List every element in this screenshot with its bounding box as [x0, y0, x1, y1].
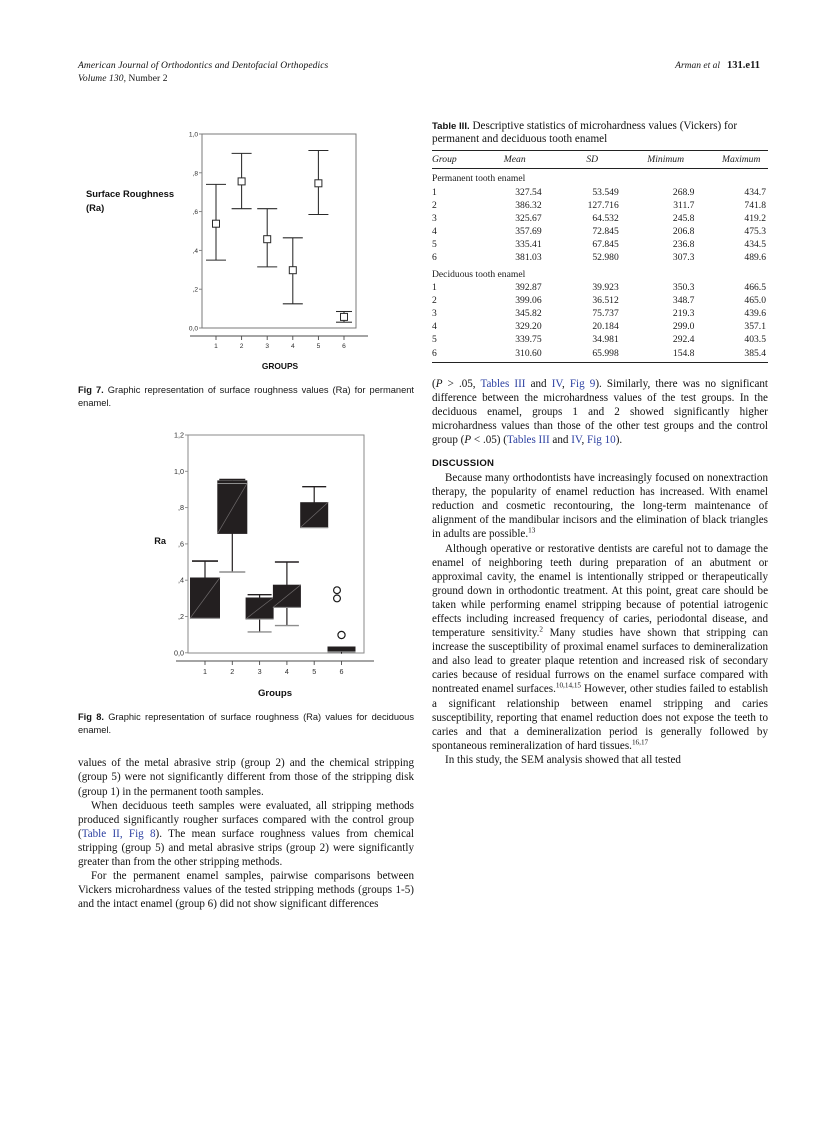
rp1-p-italic-2: P — [464, 433, 472, 446]
rp1-f: < .05) ( — [471, 433, 507, 446]
fig7-ytick-0-8: ,8 — [192, 170, 198, 178]
left-paragraph-3: For the permanent enamel samples, pairwise comparisons between Vickers microhardness values of the tested stripping methods (groups 1-5) and the intact enamel (group 6) did not show significant differences — [78, 870, 414, 911]
cell-max: 434.5 — [744, 239, 766, 251]
journal-number: Number 2 — [126, 73, 168, 84]
cell-min: 206.8 — [672, 226, 695, 238]
figure-7-caption — [78, 384, 414, 409]
cell-mean: 335.41 — [515, 239, 542, 251]
left-paragraph-1: values of the metal abrasive strip (group 2) and the chemical stripping (group 5) were not significantly different from those of the stripping disk (group 1) in the permanent tooth samples. — [78, 757, 414, 798]
rp3-a: Although operative or restorative dentists are careful not to damage the enamel of neighboring teeth during preparation of an abutment or approximal cavity, the enamel is intentionally stripped or therapeutically ground down in orthodontic treatment. At this point, great care should be taken while performing enamel stripping because of potential iatrogenic effects including increased frequency of caries, periodontal disease, and temperature sensitivity. — [432, 542, 768, 640]
cell-max: 434.7 — [744, 186, 766, 198]
cell-min: 307.3 — [672, 252, 695, 264]
fig8-xlabel: Groups — [257, 688, 293, 700]
cell-min: 219.3 — [672, 308, 695, 319]
fig7-ylabel-line2: (Ra) — [86, 202, 105, 213]
fig10-link[interactable]: Fig 10 — [587, 433, 616, 446]
fig8-ytick-0-2: ,2 — [178, 612, 184, 622]
ref-2[interactable]: 2 — [539, 625, 543, 634]
cell-sd: 75.737 — [592, 308, 619, 319]
fig7-xtick-1: 1 — [214, 343, 218, 350]
table2-fig8-link[interactable]: Table II, Fig 8 — [81, 827, 156, 840]
ref-10-14-15[interactable]: 10,14,15 — [555, 681, 582, 690]
cell-max: 357.1 — [744, 321, 766, 333]
cell-mean: 381.03 — [515, 252, 542, 264]
cell-group: 6 — [432, 252, 437, 264]
cell-min: 350.3 — [672, 281, 695, 293]
left-paragraph-2 — [78, 799, 414, 869]
cell-max: 465.0 — [744, 294, 766, 306]
figure-8-caption — [78, 711, 414, 736]
discussion-heading: DISCUSSION — [432, 458, 495, 470]
table-3-col-max: Maximum — [716, 151, 768, 169]
fig7-series-mean-ci — [206, 151, 352, 323]
cell-mean: 325.67 — [515, 212, 542, 224]
table-3-col-mean: Mean — [488, 151, 566, 169]
fig7-errorbar-chart — [78, 120, 414, 378]
right-paragraph-1 — [432, 377, 768, 447]
left-p2-a: When deciduous teeth samples were evaluated, all stripping methods produced significantly rougher surfaces compared with the control group ( — [78, 799, 414, 840]
table-row — [432, 212, 768, 225]
figure-7-label: Fig 7. — [78, 385, 104, 395]
table-3-header-row — [432, 151, 768, 169]
left-p2-b: ). The mean surface roughness values from chemical stripping (group 5) and metal abrasive strips (group 2) were significantly greater than from the other stripping methods. — [78, 827, 415, 869]
journal-volume: Volume 130, — [78, 73, 127, 84]
table-3-bottom-rule — [432, 362, 768, 363]
fig8-xtick-4: 4 — [284, 667, 289, 677]
rp1-g: and — [549, 433, 572, 446]
fig8-ylabel: Ra — [154, 536, 166, 547]
fig7-ytick-0-2: ,2 — [192, 286, 198, 294]
cell-max: 741.8 — [744, 199, 766, 211]
tables3-link[interactable]: Tables III — [480, 377, 526, 390]
journal-volume-line — [78, 73, 760, 86]
rp1-p-italic: P — [435, 377, 443, 390]
cell-sd: 67.845 — [592, 239, 619, 251]
rp1-h: , — [581, 433, 588, 446]
table-row — [432, 320, 768, 333]
table-3-col-sd: SD — [566, 151, 637, 169]
figure-7-caption-text: Graphic representation of surface roughness values (Ra) for permanent enamel. — [78, 385, 415, 408]
table-3-col-min: Minimum — [637, 151, 717, 169]
cell-max: 489.6 — [744, 252, 766, 264]
cell-min: 292.4 — [672, 334, 695, 346]
ref-13[interactable]: 13 — [528, 526, 536, 535]
fig7-ylabel-line1: Surface Roughness — [86, 188, 175, 199]
fig7-xtick-5: 5 — [316, 343, 321, 350]
table-row — [432, 281, 768, 294]
right-paragraph-4: In this study, the SEM analysis showed that all tested — [445, 753, 681, 766]
fig8-box-5 — [300, 487, 340, 602]
rp1-c: and — [525, 377, 552, 390]
cell-sd: 53.549 — [592, 186, 619, 198]
table4-link-2[interactable]: IV — [571, 433, 582, 446]
rp1-e: ). Similarly, there was no significant difference between the microhardness values of the test groups. In the deciduous enamel, groups 1 and 2 showed significantly higher microhardness values than those of the other test groups and the control group ( — [432, 377, 768, 446]
fig7-ytick-0-6: ,6 — [192, 209, 198, 217]
right-paragraph-3 — [432, 542, 768, 753]
page-number: 131.e11 — [727, 60, 760, 71]
left-column — [78, 120, 414, 911]
fig8-box-1 — [190, 561, 220, 618]
rp1-d: , — [562, 377, 570, 390]
fig8-box-2 — [217, 480, 247, 573]
table-row — [432, 307, 768, 320]
cell-mean: 329.20 — [515, 321, 542, 333]
section-heading-permanent: Permanent tooth enamel — [432, 173, 526, 185]
fig8-boxplot-chart — [78, 425, 414, 705]
rp3-c: However, other studies failed to establish a significant relationship between enamel stripping and caries susceptibility, reporting that enamel reduction does not expose the teeth to caries and that a demineralization period is generally followed by spontaneous remineralization of hard tissues. — [432, 683, 768, 752]
cell-sd: 127.716 — [587, 199, 619, 211]
cell-max: 466.5 — [744, 281, 766, 293]
cell-min: 348.7 — [672, 294, 695, 306]
ref-16-17[interactable]: 16,17 — [631, 738, 649, 747]
table-3-title-text: Descriptive statistics of microhardness values (Vickers) for permanent and deciduous tooth enamel — [432, 120, 738, 146]
fig7-ytick-0-0: 0,0 — [188, 325, 198, 333]
table-row-section-deciduous — [432, 265, 768, 281]
cell-sd: 65.998 — [592, 347, 619, 359]
right-column — [432, 120, 768, 767]
cell-group: 4 — [432, 321, 437, 333]
fig7-xtick-6: 6 — [342, 343, 346, 350]
fig8-ytick-0-8: ,8 — [178, 503, 184, 513]
tables3-link-2[interactable]: Tables III — [506, 433, 550, 446]
section-heading-deciduous: Deciduous tooth enamel — [432, 268, 526, 280]
cell-mean: 392.87 — [515, 281, 542, 293]
journal-name-line1: American Journal of Orthodontics and Dentofacial Orthopedics — [78, 61, 329, 71]
fig8-box-4 — [273, 562, 301, 626]
table-3-label: Table III. — [432, 121, 470, 132]
cell-min: 299.0 — [672, 321, 695, 333]
cell-sd: 64.532 — [592, 212, 619, 224]
table-3 — [432, 120, 768, 363]
cell-group: 3 — [432, 212, 437, 224]
cell-group: 6 — [432, 347, 437, 359]
table4-link[interactable]: IV — [551, 377, 562, 390]
fig7-xtick-4: 4 — [290, 343, 295, 350]
cell-group: 3 — [432, 308, 437, 319]
cell-mean: 310.60 — [515, 347, 542, 359]
table-row — [432, 333, 768, 346]
fig7-xlabel: GROUPS — [261, 361, 299, 371]
fig8-xtick-5: 5 — [312, 667, 317, 677]
table-row — [432, 199, 768, 212]
cell-min: 268.9 — [672, 186, 695, 198]
fig8-ytick-0-6: ,6 — [178, 539, 184, 549]
rp1-i: ). — [615, 433, 623, 446]
fig8-xtick-3: 3 — [257, 667, 262, 677]
rp2-a: Because many orthodontists have increasingly focused on nonextraction therapy, the popularity of enamel reduction has increased. With enamel reduction and cosmetic recontouring, the long-term maintenance of alignment of the mandibular incisors and the elimination of black triangles in adults are possible. — [432, 472, 768, 541]
cell-mean: 399.06 — [515, 294, 542, 306]
fig8-ytick-1-0: 1,0 — [174, 466, 184, 476]
cell-max: 403.5 — [744, 334, 766, 346]
fig7-mean-markers — [213, 178, 348, 321]
fig8-ytick-0-4: ,4 — [178, 575, 184, 585]
cell-sd: 20.184 — [592, 321, 619, 333]
table-row — [432, 238, 768, 251]
cell-max: 419.2 — [744, 212, 766, 224]
fig9-link[interactable]: Fig 9 — [569, 377, 596, 390]
fig8-ytick-0-0: 0,0 — [174, 648, 184, 658]
cell-min: 154.8 — [672, 347, 695, 359]
fig7-xtick-3: 3 — [265, 343, 270, 350]
figure-8 — [78, 425, 414, 736]
rp1-b: > .05, — [442, 377, 481, 390]
cell-mean: 345.82 — [515, 308, 542, 319]
cell-mean: 327.54 — [515, 186, 542, 198]
fig8-box-6 — [328, 632, 356, 654]
table-row — [432, 346, 768, 361]
cell-group: 1 — [432, 186, 437, 198]
table-3-grid — [432, 150, 768, 361]
cell-sd: 39.923 — [592, 281, 619, 293]
fig8-ytick-1-2: 1,2 — [174, 430, 184, 440]
fig8-xtick-6: 6 — [339, 667, 344, 677]
cell-min: 311.7 — [673, 199, 695, 211]
cell-max: 475.3 — [744, 226, 766, 238]
cell-group: 4 — [432, 226, 437, 238]
cell-group: 2 — [432, 294, 437, 306]
fig7-xtick-2: 2 — [239, 343, 244, 350]
table-3-col-group: Group — [432, 151, 488, 169]
cell-group: 2 — [432, 199, 437, 211]
cell-sd: 52.980 — [592, 252, 619, 264]
cell-min: 236.8 — [672, 239, 695, 251]
fig8-xtick-2: 2 — [230, 667, 235, 677]
table-row — [432, 185, 768, 198]
rp3-b: Many studies have shown that stripping can increase the susceptibility of proximal enamel surfaces to demineralization and also lead to greater plaque retention and increased risk of secondary caries because of residual furrows on the enamel surface compared with nontreated enamel surfaces. — [432, 627, 768, 696]
cell-group: 5 — [432, 334, 437, 346]
cell-min: 245.8 — [672, 212, 695, 224]
table-3-title — [432, 120, 768, 146]
right-column-body — [432, 377, 768, 767]
author-line: Arman et al — [675, 61, 721, 71]
left-column-body — [78, 756, 414, 911]
cell-group: 5 — [432, 239, 437, 251]
table-row — [432, 294, 768, 307]
cell-sd: 34.981 — [592, 334, 619, 346]
right-paragraph-2 — [432, 471, 768, 541]
cell-max: 385.4 — [744, 347, 766, 359]
figure-7 — [78, 120, 414, 409]
fig8-box-3 — [246, 595, 274, 632]
table-row — [432, 225, 768, 238]
fig8-xtick-1: 1 — [203, 667, 207, 677]
fig7-ytick-0-4: ,4 — [192, 247, 198, 255]
cell-mean: 357.69 — [515, 226, 542, 238]
cell-group: 1 — [432, 281, 437, 293]
cell-mean: 339.75 — [515, 334, 542, 346]
running-head-right — [675, 60, 760, 73]
cell-max: 439.6 — [744, 308, 766, 319]
fig8-boxes — [190, 480, 356, 654]
table-row — [432, 251, 768, 264]
table-row-section-permanent — [432, 169, 768, 186]
cell-mean: 386.32 — [515, 199, 542, 211]
running-head — [78, 60, 760, 90]
fig7-ytick-1-0: 1,0 — [188, 131, 198, 139]
cell-sd: 72.845 — [592, 226, 619, 238]
figure-8-caption-text: Graphic representation of surface roughness (Ra) values for deciduous enamel. — [78, 712, 415, 735]
figure-8-label: Fig 8. — [78, 712, 104, 723]
cell-sd: 36.512 — [592, 294, 619, 306]
rp1-a: ( — [432, 377, 436, 390]
